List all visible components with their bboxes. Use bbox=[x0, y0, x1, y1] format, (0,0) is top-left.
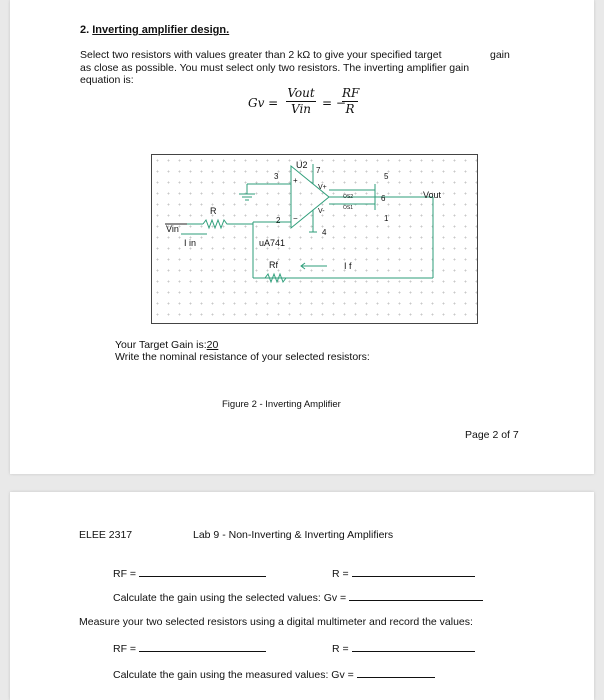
calc-measured-label: Calculate the gain using the measured values: Gv = bbox=[113, 669, 354, 681]
course-code: ELEE 2317 bbox=[79, 529, 133, 541]
equation-lhs-text: Gv = bbox=[248, 96, 279, 110]
rf-blank[interactable] bbox=[139, 567, 266, 577]
pin7-label: 7 bbox=[316, 166, 321, 175]
rf-measured-label: RF = bbox=[113, 643, 137, 655]
figure-caption: Figure 2 - Inverting Amplifier bbox=[222, 399, 341, 410]
target-gain-line bbox=[115, 339, 218, 351]
rf-measured-field bbox=[113, 642, 266, 655]
measure-instruction: Measure your two selected resistors using a digital multimeter and record the values: bbox=[79, 616, 473, 628]
r-field bbox=[332, 567, 475, 580]
vplus-label: V+ bbox=[318, 184, 327, 191]
r-measured-label: R = bbox=[332, 643, 349, 655]
r-blank[interactable] bbox=[352, 567, 475, 577]
vout-label: Vout bbox=[423, 190, 442, 200]
u2-label: U2 bbox=[296, 160, 308, 170]
target-instruction: Write the nominal resistance of your selected resistors: bbox=[115, 351, 370, 363]
r-measured-field bbox=[332, 642, 475, 655]
section-number: 2. bbox=[80, 24, 90, 36]
pin1-label: 1 bbox=[384, 214, 389, 223]
input-resistor bbox=[203, 220, 229, 228]
minus-terminal: − bbox=[293, 214, 298, 223]
part-label: uA741 bbox=[259, 238, 286, 248]
os2-label: OS2 bbox=[343, 194, 354, 200]
gain-equation-lhs bbox=[248, 96, 278, 110]
iin-label: I in bbox=[184, 238, 197, 248]
plus-terminal: + bbox=[293, 176, 298, 185]
instructions-gain-word: gain bbox=[490, 49, 510, 61]
gv-selected-blank[interactable] bbox=[349, 591, 483, 601]
calc-selected-row bbox=[113, 591, 483, 604]
gv-measured-blank[interactable] bbox=[357, 668, 435, 678]
fraction-numerator: Vout bbox=[287, 86, 315, 100]
document-page-3 bbox=[10, 492, 594, 700]
target-gain-label: Your Target Gain is: bbox=[115, 339, 207, 351]
instructions-line-2: as close as possible. You must select only two resistors. The inverting amplifier gain bbox=[80, 61, 470, 74]
vout-vin-fraction bbox=[286, 86, 316, 116]
instructions-line-3: equation is: bbox=[80, 74, 134, 86]
vminus-label: V- bbox=[318, 208, 325, 215]
fraction-denominator: Vin bbox=[286, 101, 316, 116]
r-field-label: R = bbox=[332, 568, 349, 580]
os1-label: OS1 bbox=[343, 205, 354, 211]
rf-schematic-label: Rf bbox=[269, 260, 278, 270]
instructions-line-1: Select two resistors with values greater than 2 kΩ to give your specified target bbox=[80, 49, 442, 61]
equals-minus: = − bbox=[322, 96, 346, 110]
pin3-label: 3 bbox=[274, 172, 279, 181]
pin2-label: 2 bbox=[276, 216, 281, 225]
pin5-label: 5 bbox=[384, 172, 389, 181]
document-page-2 bbox=[10, 0, 594, 474]
rf-field bbox=[113, 567, 266, 580]
r-label: R bbox=[210, 206, 217, 216]
if-label: I f bbox=[344, 261, 352, 271]
r-denominator: R bbox=[342, 101, 358, 116]
pin6-label: 6 bbox=[381, 194, 386, 203]
rf-r-fraction bbox=[342, 86, 358, 116]
r-measured-blank[interactable] bbox=[352, 642, 475, 652]
inverting-amp-schematic bbox=[151, 154, 478, 324]
section-heading bbox=[80, 24, 229, 36]
vin-label: Vin bbox=[166, 224, 179, 234]
pin4-label: 4 bbox=[322, 228, 327, 237]
rf-measured-blank[interactable] bbox=[139, 642, 266, 652]
target-gain-value: 20 bbox=[206, 339, 219, 351]
lab-title: Lab 9 - Non-Inverting & Inverting Amplifiers bbox=[193, 529, 394, 541]
page-number: Page 2 of 7 bbox=[465, 429, 519, 441]
rf-field-label: RF = bbox=[113, 568, 137, 580]
section-title: Inverting amplifier design. bbox=[92, 24, 230, 36]
rf-numerator: RF bbox=[342, 86, 360, 100]
calc-measured-row bbox=[113, 668, 435, 681]
instructions-paragraph bbox=[80, 49, 520, 87]
calc-selected-label: Calculate the gain using the selected values: Gv = bbox=[113, 592, 347, 604]
